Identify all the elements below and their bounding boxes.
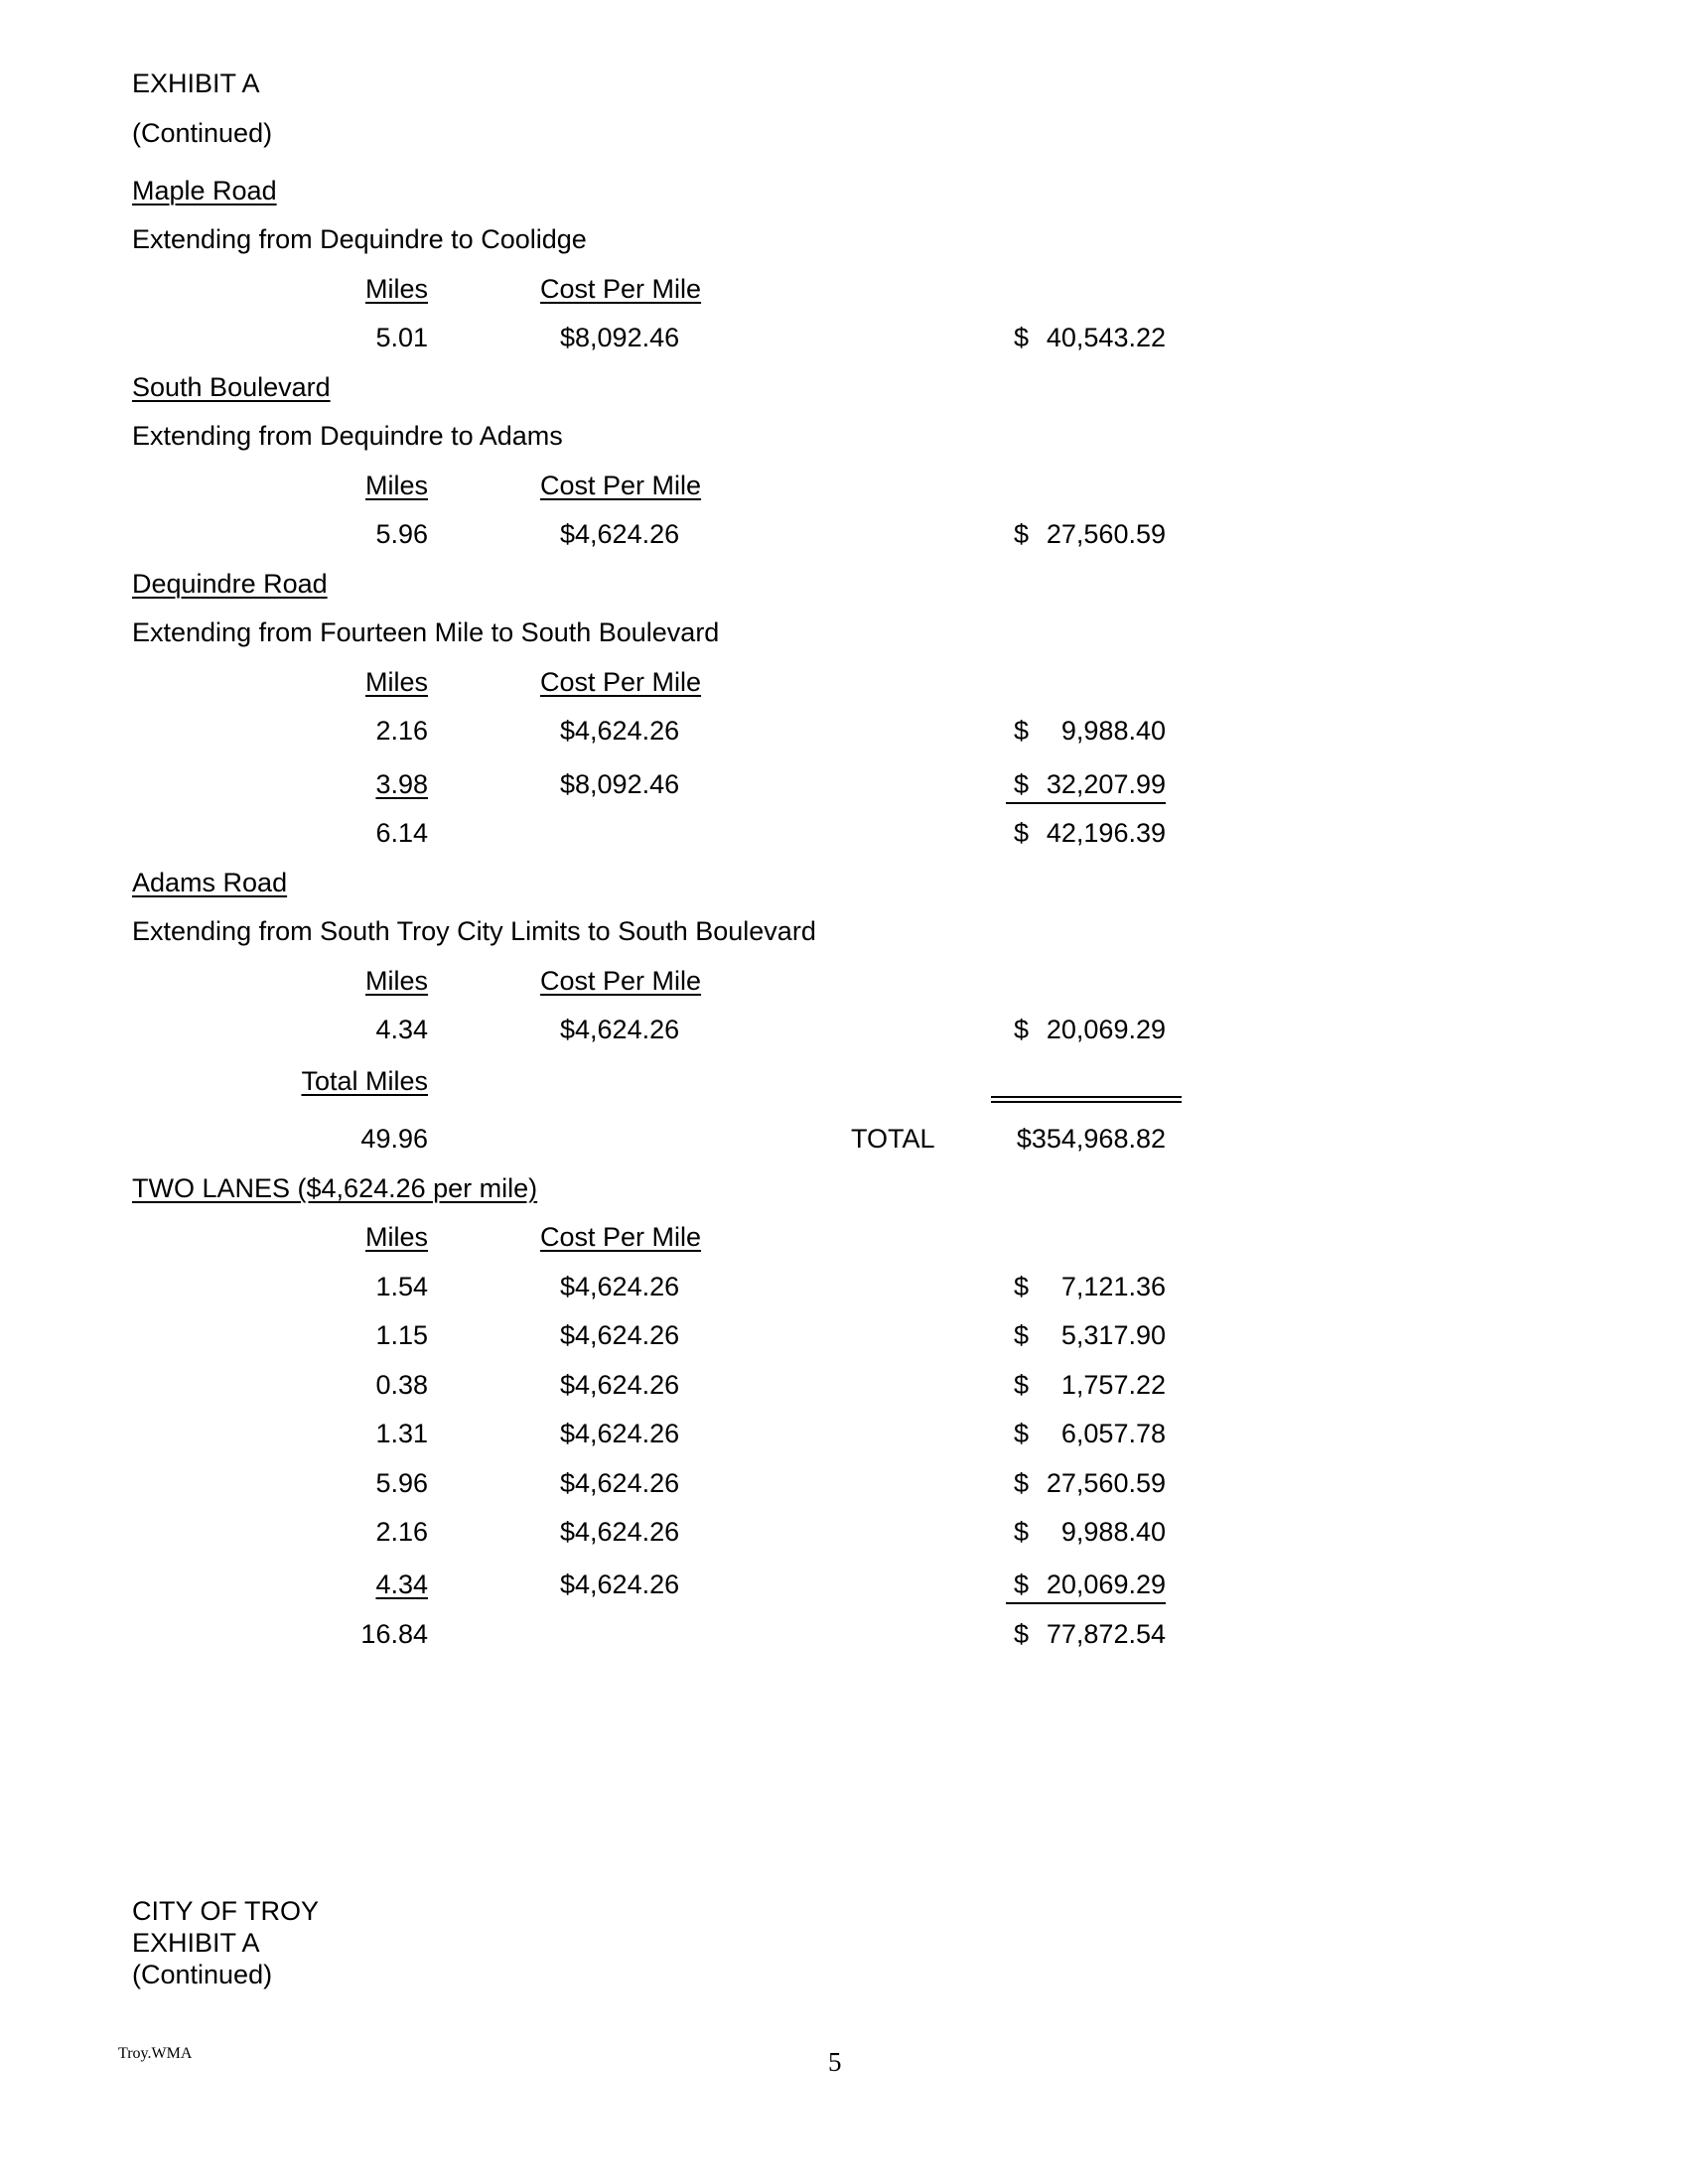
- row-miles: 1.15: [375, 1320, 428, 1350]
- cost-per-mile-header: Cost Per Mile: [540, 471, 702, 500]
- row-cost-per-mile: $4,624.26: [560, 1320, 680, 1350]
- bottom-exhibit-a: EXHIBIT A: [132, 1928, 260, 1958]
- road-name-maple: Maple Road: [132, 176, 277, 205]
- miles-header: Miles: [364, 1222, 428, 1252]
- bottom-city-of-troy: CITY OF TROY: [132, 1896, 320, 1926]
- miles-header: Miles: [364, 667, 428, 697]
- row-miles: 4.34: [375, 1570, 428, 1599]
- row-amount: 5,317.90: [1060, 1320, 1166, 1350]
- cost-per-mile-header: Cost Per Mile: [540, 274, 702, 304]
- row-miles: 4.34: [375, 1015, 428, 1044]
- row-cost-per-mile: $4,624.26: [560, 1570, 680, 1599]
- road-name-dequindre: Dequindre Road: [132, 569, 328, 599]
- road-extent-adams: Extending from South Troy City Limits to South Boulevard: [132, 916, 816, 946]
- miles-header: Miles: [364, 274, 428, 304]
- grand-total-double-rule: [991, 1096, 1182, 1103]
- page-number: 5: [828, 2047, 842, 2077]
- grand-total-label: TOTAL: [851, 1124, 935, 1154]
- two-lanes-subtotal-amount: 77,872.54: [1046, 1619, 1166, 1649]
- row-miles: 1.54: [375, 1272, 428, 1301]
- grand-total-amount: $354,968.82: [1016, 1124, 1166, 1154]
- dollar-sign: $: [1014, 769, 1030, 799]
- cost-per-mile-header: Cost Per Mile: [540, 966, 702, 996]
- row-amount: 32,207.99: [1046, 769, 1166, 799]
- miles-header: Miles: [364, 966, 428, 996]
- subtotal-amount: 42,196.39: [1046, 818, 1166, 848]
- row-cost-per-mile: $4,624.26: [560, 1370, 680, 1400]
- row-cost-per-mile: $4,624.26: [560, 1468, 680, 1498]
- cost-per-mile-header: Cost Per Mile: [540, 1222, 702, 1252]
- dollar-sign: $: [1014, 1370, 1030, 1400]
- row-cost-per-mile: $4,624.26: [560, 1015, 680, 1044]
- row-amount: 27,560.59: [1046, 519, 1166, 549]
- row-cost-per-mile: $4,624.26: [560, 716, 680, 746]
- row-cost-per-mile: $4,624.26: [560, 1419, 680, 1448]
- row-cost-per-mile: $4,624.26: [560, 519, 680, 549]
- row-amount: 20,069.29: [1046, 1015, 1166, 1044]
- road-name-south-boulevard: South Boulevard: [132, 372, 331, 402]
- row-cost-per-mile: $8,092.46: [560, 769, 680, 799]
- dollar-sign: $: [1014, 1468, 1030, 1498]
- grand-total-miles: 49.96: [360, 1124, 428, 1154]
- dollar-sign: $: [1014, 1570, 1030, 1599]
- row-amount: 7,121.36: [1060, 1272, 1166, 1301]
- two-lanes-heading: TWO LANES ($4,624.26 per mile): [132, 1173, 538, 1203]
- row-miles: 5.96: [375, 1468, 428, 1498]
- dollar-sign: $: [1014, 818, 1030, 848]
- row-amount: 9,988.40: [1060, 1517, 1166, 1547]
- row-amount: 27,560.59: [1046, 1468, 1166, 1498]
- row-amount: 9,988.40: [1060, 716, 1166, 746]
- row-amount: 20,069.29: [1046, 1570, 1166, 1599]
- subtotal-rule: [1006, 802, 1166, 804]
- total-miles-label: Total Miles: [301, 1066, 428, 1096]
- miles-header: Miles: [364, 471, 428, 500]
- footer-file-label: Troy.WMA: [118, 2045, 193, 2062]
- road-name-adams: Adams Road: [132, 868, 288, 897]
- row-miles: 3.98: [375, 769, 428, 799]
- row-amount: 6,057.78: [1060, 1419, 1166, 1448]
- cost-per-mile-header: Cost Per Mile: [540, 667, 702, 697]
- row-miles: 1.31: [375, 1419, 428, 1448]
- dollar-sign: $: [1014, 1419, 1030, 1448]
- row-cost-per-mile: $4,624.26: [560, 1517, 680, 1547]
- road-extent-dequindre: Extending from Fourteen Mile to South Boulevard: [132, 617, 720, 647]
- dollar-sign: $: [1014, 1619, 1030, 1649]
- road-extent-south-boulevard: Extending from Dequindre to Adams: [132, 421, 563, 451]
- row-cost-per-mile: $4,624.26: [560, 1272, 680, 1301]
- row-miles: 0.38: [375, 1370, 428, 1400]
- subtotal-miles: 6.14: [375, 818, 428, 848]
- row-miles: 2.16: [375, 1517, 428, 1547]
- dollar-sign: $: [1014, 1015, 1030, 1044]
- road-extent-maple: Extending from Dequindre to Coolidge: [132, 224, 587, 254]
- dollar-sign: $: [1014, 323, 1030, 352]
- bottom-continued: (Continued): [132, 1960, 273, 1989]
- row-amount: 40,543.22: [1046, 323, 1166, 352]
- two-lanes-subtotal-miles: 16.84: [360, 1619, 428, 1649]
- row-miles: 5.01: [375, 323, 428, 352]
- dollar-sign: $: [1014, 519, 1030, 549]
- exhibit-continued: (Continued): [132, 118, 273, 148]
- row-amount: 1,757.22: [1060, 1370, 1166, 1400]
- dollar-sign: $: [1014, 1320, 1030, 1350]
- subtotal-rule: [1006, 1602, 1166, 1604]
- dollar-sign: $: [1014, 1517, 1030, 1547]
- row-miles: 5.96: [375, 519, 428, 549]
- row-miles: 2.16: [375, 716, 428, 746]
- row-cost-per-mile: $8,092.46: [560, 323, 680, 352]
- dollar-sign: $: [1014, 716, 1030, 746]
- dollar-sign: $: [1014, 1272, 1030, 1301]
- exhibit-title: EXHIBIT A: [132, 68, 260, 98]
